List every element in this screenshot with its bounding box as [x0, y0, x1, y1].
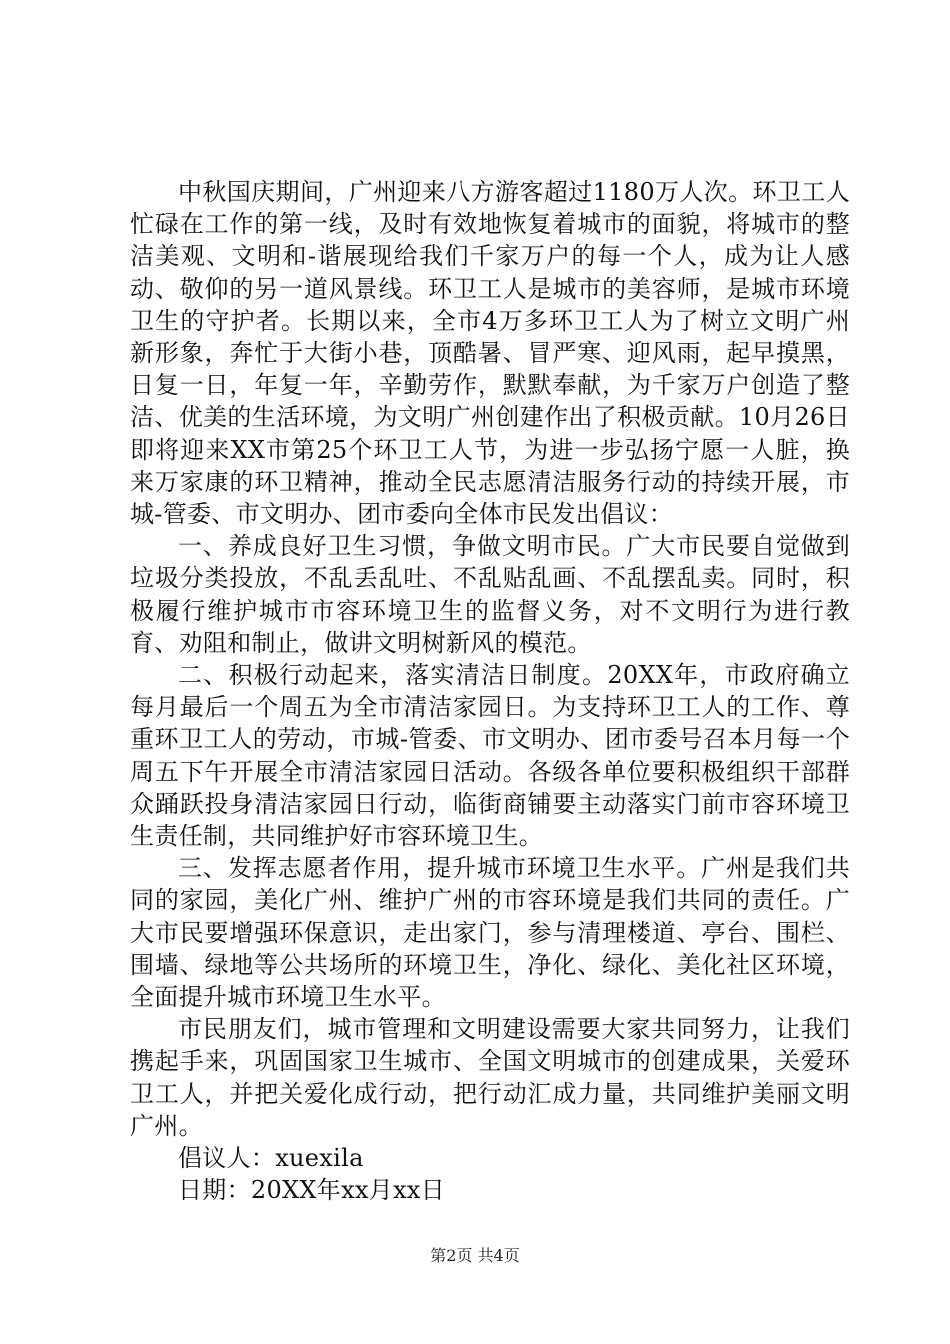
document-body — [130, 176, 850, 1207]
page-indicator: 第2页 共4页 — [430, 1246, 520, 1265]
date-line: 日期：20XX年xx月xx日 — [178, 1176, 446, 1205]
paragraph-intro: 中秋国庆期间，广州迎来八方游客超过1180万人次。环卫工人忙碌在工作的第一线，及时有效地恢复着城市的面貌，将城市的整洁美观、文明和-谐展现给我们千家万户的每一个人，成为让人感动、敬仰的另一道风景线。环卫工人是城市的美容师，是城市环境卫生的守护者。长期以来，全市4万多环卫工人为了树立文明广州新形象，奔忙于大街小巷，顶酷暑、冒严寒、迎风雨，起早摸黑，日复一日，年复一年，辛勤劳作，默默奉献，为千家万户创造了整洁、优美的生活环境，为文明广州创建作出了积极贡献。10月26日即将迎来XX市第25个环卫工人节，为进一步弘扬宁愿一人脏，换来万家康的环卫精神，推动全民志愿清洁服务行动的持续开展，市城-管委、市文明办、团市委向全体市民发出倡议： — [130, 178, 850, 529]
paragraph-closing: 市民朋友们，城市管理和文明建设需要大家共同努力，让我们携起手来，巩固国家卫生城市、全国文明城市的创建成果，关爱环卫工人，并把关爱化成行动，把行动汇成力量，共同维护美丽文明广州。 — [130, 1015, 850, 1140]
paragraph-point-1: 一、养成良好卫生习惯，争做文明市民。广大市民要自觉做到垃圾分类投放，不乱丢乱吐、不乱贴乱画、不乱摆乱卖。同时，积极履行维护城市市容环境卫生的监督义务，对不文明行为进行教育、劝阻和制止，做讲文明树新风的模范。 — [130, 532, 850, 657]
page-footer — [0, 1246, 950, 1266]
paragraph-point-2: 二、积极行动起来，落实清洁日制度。20XX年，市政府确立每月最后一个周五为全市清洁家园日。为支持环卫工人的工作、尊重环卫工人的劳动，市城-管委、市文明办、团市委号召本月每一个周五下午开展全市清洁家园日活动。各级各单位要积极组织干部群众踊跃投身清洁家园日行动，临街商铺要主动落实门前市容环境卫生责任制，共同维护好市容环境卫生。 — [130, 661, 850, 851]
paragraph-point-3: 三、发挥志愿者作用，提升城市环境卫生水平。广州是我们共同的家园，美化广州、维护广州的市容环境是我们共同的责任。广大市民要增强环保意识，走出家门，参与清理楼道、亭台、围栏、围墙、绿地等公共场所的环境卫生，净化、绿化、美化社区环境，全面提升城市环境卫生水平。 — [130, 854, 850, 1012]
initiator-line: 倡议人：xuexila — [178, 1144, 364, 1173]
